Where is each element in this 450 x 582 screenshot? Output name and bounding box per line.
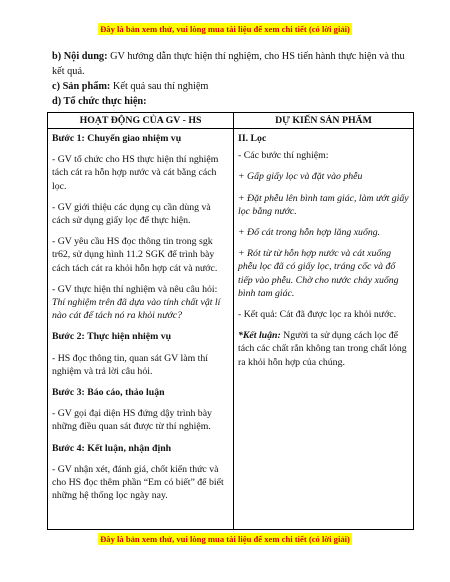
header-expected-product: DỰ KIẾN SẢN PHẨM [234,113,414,129]
experiment-step-1: + Gấp giấy lọc và đặt vào phễu [238,171,363,183]
content-section [52,50,412,79]
experiment-step-4: + Rót từ từ hỗn hợp nước và cát xuống phễu lọc đã có giấy lọc, tráng cốc và đổ tiếp vào phễu. Chờ cho nước chảy xuống bình tam giác. [238,248,399,299]
step-1-para-3: - GV yêu cầu HS đọc thông tin trong sgk tr62, sử dụng hình 11.2 SGK để trình bày cách tách cát ra khỏi hỗn hợp cát và nước. [52,236,218,274]
conclusion [238,329,410,369]
step-1-para-2: - GV giới thiệu các dụng cụ cần dùng và cách sử dụng giấy lọc để thực hiện. [52,201,211,227]
section-filtering-title: II. Lọc [238,133,267,144]
experiment-step-3: + Đổ cát trong hỗn hợp lăng xuống. [238,227,381,239]
experiment-steps-heading: - Các bước thí nghiệm: [238,150,329,162]
step-1-title: Bước 1: Chuyển giao nhiệm vụ [52,133,182,144]
step-3-title: Bước 3: Báo cáo, thảo luận [52,387,165,399]
table-row [48,129,414,530]
experiment-step-2: + Đặt phễu lên bình tam giác, làm ướt giấy lọc bằng nước. [238,192,409,217]
experiment-result: - Kết quả: Cát đã được lọc ra khỏi nước. [238,309,397,321]
preview-banner-top [0,24,450,34]
conclusion-label: *Kết luận: [238,330,281,342]
product-text: Kết quả sau thí nghiệm [110,81,209,92]
step-1-question-intro: - GV thực hiện thí nghiệm và nêu câu hỏi: [52,283,218,295]
activity-table [47,112,414,530]
preview-banner-bottom-text: Đây là bản xem thử, vui lòng mua tài liệu để xem chi tiết (có lời giải) [100,534,350,544]
header-teacher-student-activity: HOẠT ĐỘNG CỦA GV - HS [48,113,234,129]
preview-banner-top-text: Đây là bản xem thử, vui lòng mua tài liệu để xem chi tiết (có lời giải) [100,24,350,34]
content-label: b) Nội dung: [52,51,108,62]
step-2-para: - HS đọc thông tin, quan sát GV làm thí nghiệm và trả lời câu hỏi. [52,352,209,377]
product-section [52,80,412,95]
step-1-para-1: - GV tổ chức cho HS thực hiện thí nghiệm tách cát ra hỗn hợp nước và cát bằng cách lọc. [52,154,219,192]
activity-cell [48,129,234,530]
product-label: c) Sản phẩm: [52,81,111,92]
step-4-title: Bước 4: Kết luận, nhận định [52,442,172,454]
step-1-question: Thí nghiệm trên đã dựa vào tính chất vật lí nào cát để tách nó ra khỏi nước? [52,297,221,322]
table-header-row [48,113,414,129]
step-2-title: Bước 2: Thực hiện nhiệm vụ [52,331,172,343]
step-4-para: - GV nhận xét, đánh giá, chốt kiến thức và cho HS đọc thêm phần “Em có biết” để biết những hệ thống lọc ngày nay. [52,463,224,502]
content-text: GV hướng dẫn thực hiện thí nghiệm, cho HS tiến hành thực hiện và thu kết quả. [52,51,405,77]
step-3-para: - GV gọi đại diện HS đứng dậy trình bày những điều quan sát được từ thí nghiệm. [52,408,212,433]
conclusion-text: Người ta sử dụng cách lọc để tách các chất rắn không tan trong chất lỏng ra khỏi hỗn hợp của chúng. [238,330,407,368]
product-cell [234,129,414,530]
organization-label: d) Tổ chức thực hiện: [52,96,147,107]
step-1-para-4 [52,283,230,323]
organization-section [52,95,412,110]
preview-banner-bottom [0,534,450,544]
